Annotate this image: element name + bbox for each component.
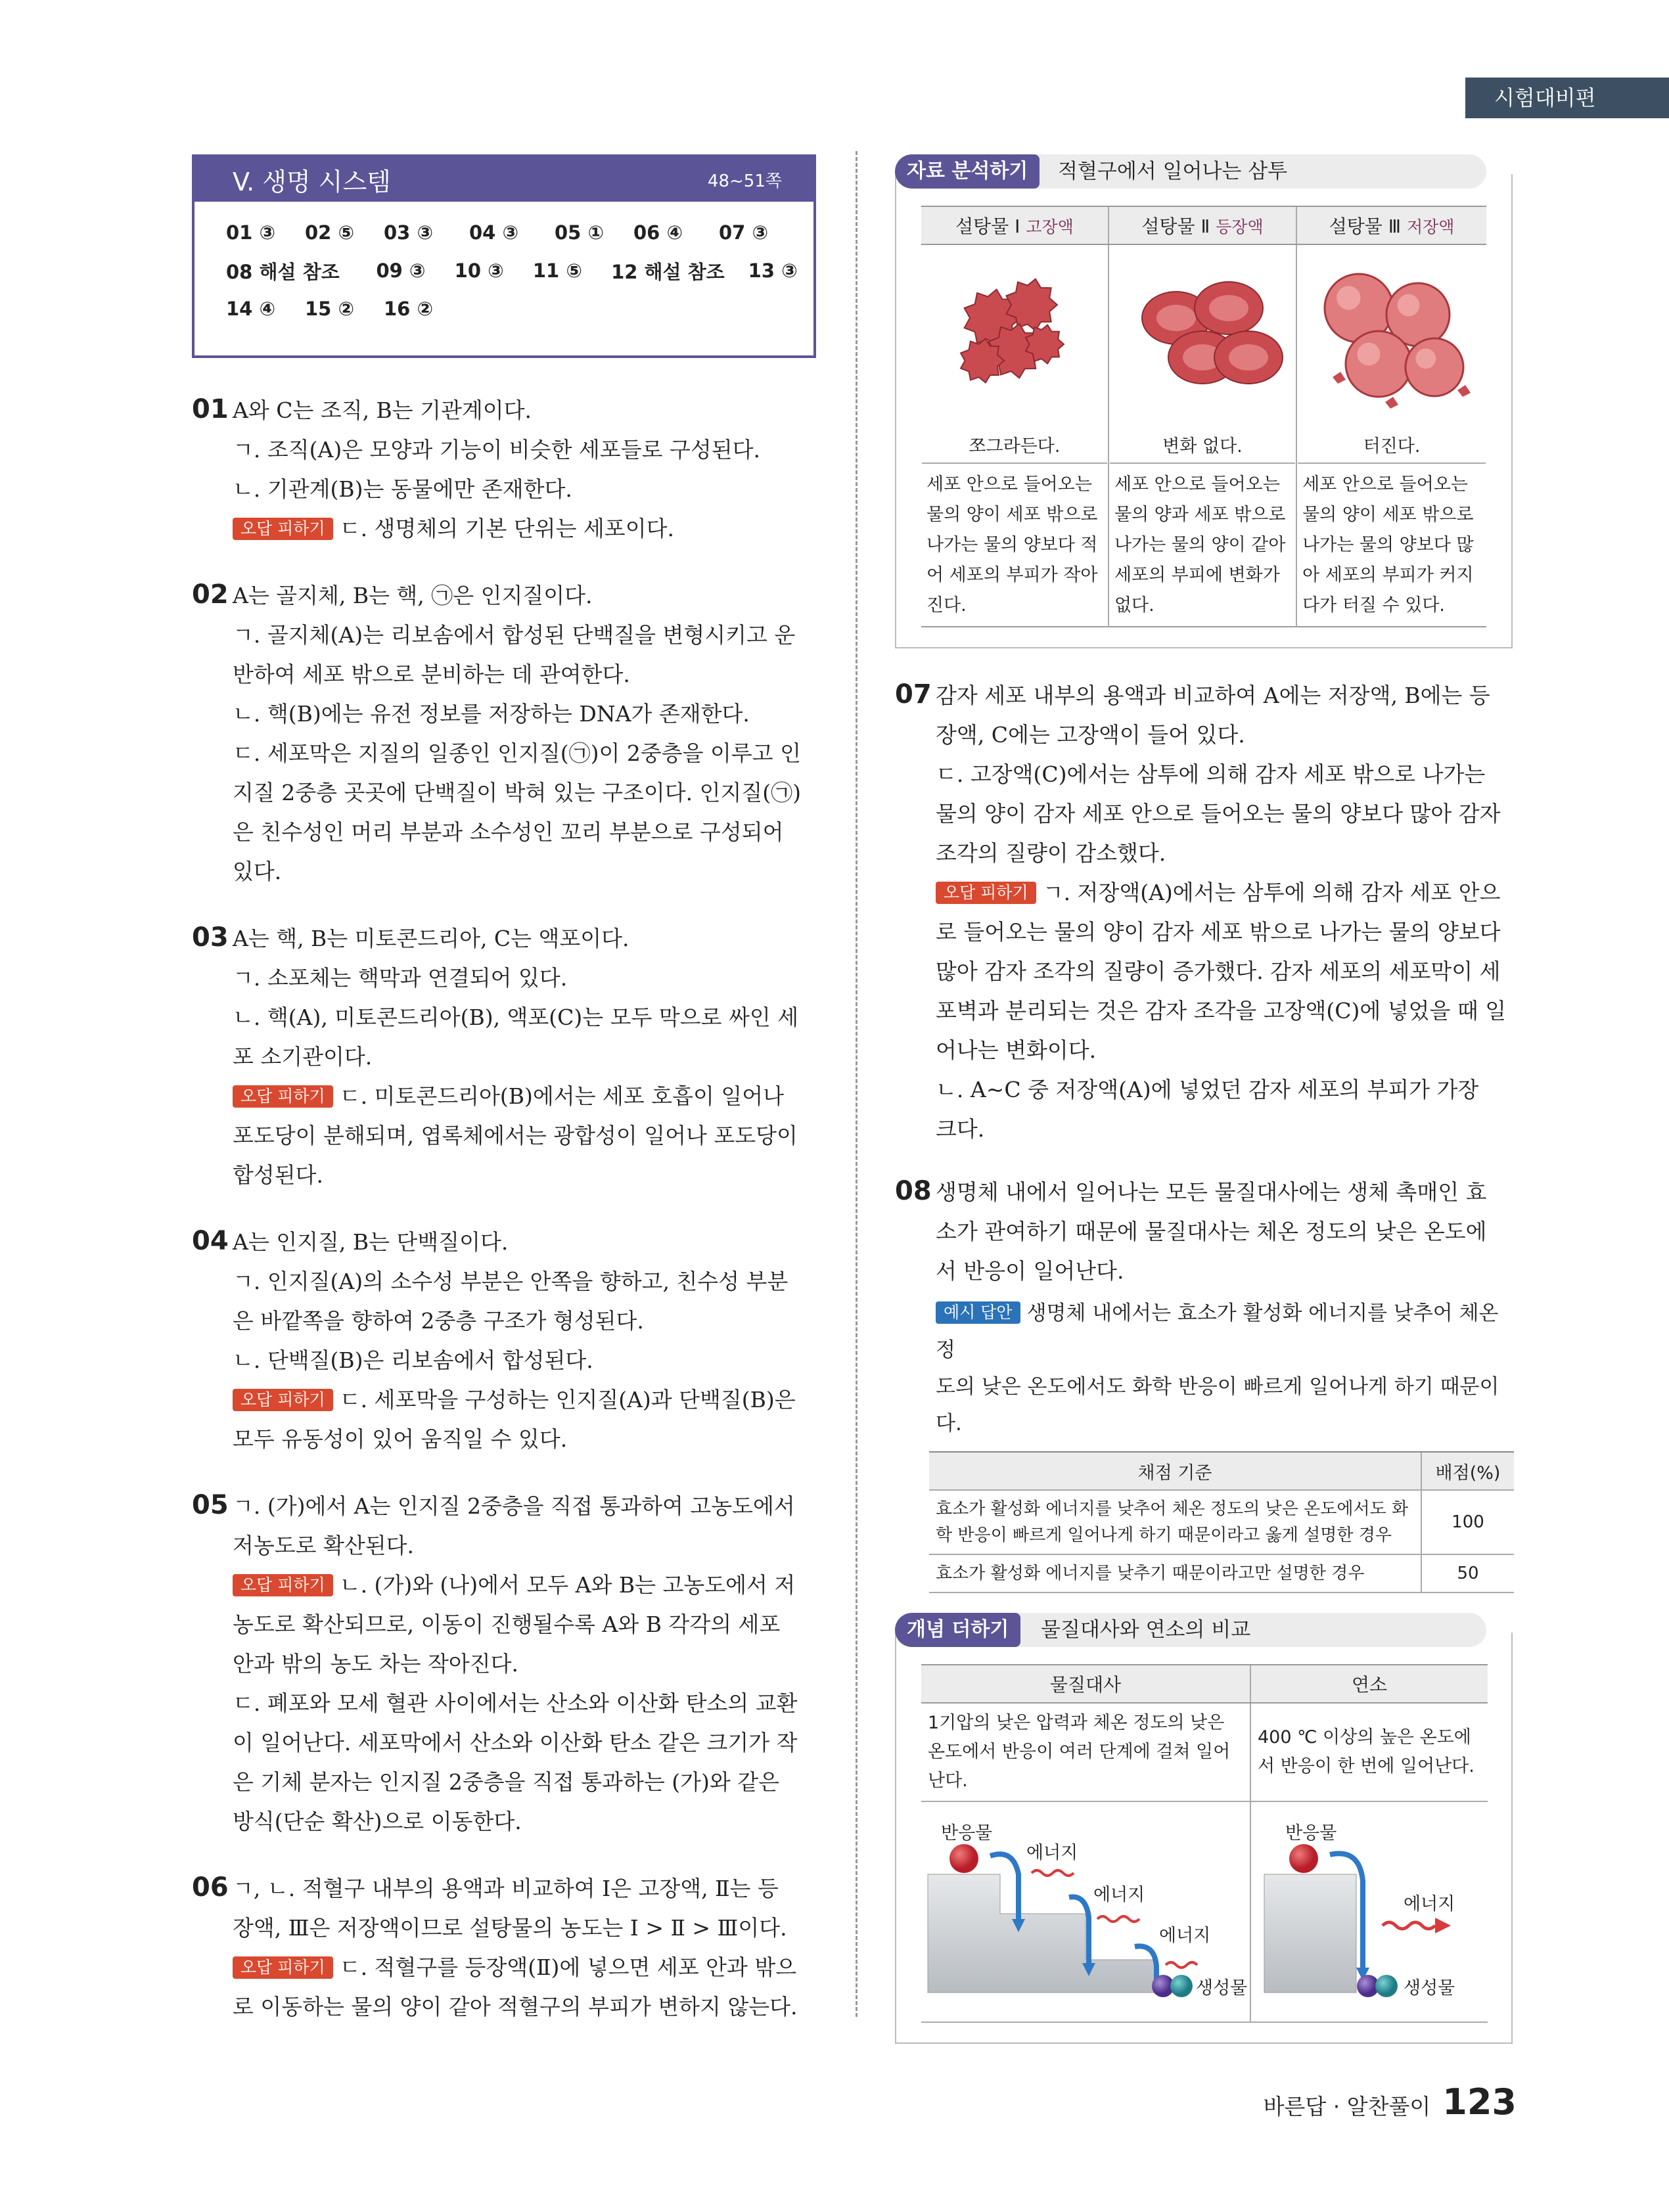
question-number: 05: [192, 1490, 229, 1520]
osmosis-table: [921, 206, 1486, 627]
question-line: [895, 715, 1513, 755]
rubric-score: 100: [1421, 1490, 1514, 1554]
question-text: ㄱ. 골지체(A)는 리보솜에서 합성된 단백질을 변형시키고 운: [233, 622, 796, 648]
question-text: 감자 세포 내부의 용액과 비교하여 A에는 저장액, B에는 등: [936, 683, 1490, 708]
page-footer: [1264, 2081, 1517, 2123]
rbc-highlight: [1415, 348, 1436, 369]
answer-item: 02 ⑤: [305, 221, 355, 244]
solution-type: 저장액: [1406, 217, 1455, 237]
product-label: 생성물: [1196, 1978, 1248, 1998]
question-text: 어나는 변화이다.: [936, 1037, 1097, 1063]
question-text: 로 들어오는 물의 양이 감자 세포 밖으로 나가는 물의 양보다: [936, 919, 1501, 945]
question-text: 소가 관여하기 때문에 물질대사는 체온 정도의 낮은 온도에: [936, 1219, 1487, 1244]
answer-item: 12 해설 참조: [611, 260, 725, 283]
column-head-label: 설탕물 Ⅰ: [955, 215, 1020, 237]
question-text: 반하여 세포 밖으로 분비하는 데 관여한다.: [233, 662, 630, 687]
question-line: [895, 1171, 1513, 1212]
combustion-diagram: [1250, 1801, 1488, 2022]
question-text: 방식(단순 확산)으로 이동한다.: [233, 1809, 522, 1834]
question-04: [192, 1221, 816, 1459]
question-line: [192, 773, 816, 813]
footer-label: 바른답 · 알찬풀이: [1263, 2094, 1431, 2119]
page-number: 123: [1442, 2081, 1517, 2123]
question-line: [895, 1212, 1513, 1252]
question-line: [192, 509, 816, 549]
question-text: 은 바깥쪽을 향하여 2중층 구조가 형성된다.: [233, 1308, 644, 1334]
question-text: 은 기체 분자는 인지질 2중층을 직접 통과하는 (가)와 같은: [233, 1769, 779, 1795]
question-line: [192, 616, 816, 655]
question-line: [192, 1037, 816, 1077]
question-line: [895, 1031, 1513, 1070]
question-text: 포도당이 분해되며, 엽록체에서는 광합성이 일어나 포도당이: [233, 1123, 798, 1148]
question-line: [192, 1684, 816, 1723]
question-text: ㄴ. (가)와 (나)에서 모두 A와 B는 고농도에서 저: [339, 1572, 796, 1598]
concept-header: [895, 1613, 1513, 1652]
rbc-highlight: [1337, 286, 1360, 309]
wrong-answer-badge: 오답 피하기: [233, 1574, 333, 1596]
normal-cells: [1117, 246, 1288, 417]
question-text: 생명체 내에서 일어나는 모든 물질대사에는 생체 촉매인 효: [936, 1179, 1487, 1205]
question-line: [192, 734, 816, 773]
question-text: A는 인지질, B는 단백질이다.: [233, 1229, 509, 1255]
answer-item: 15 ②: [305, 298, 355, 320]
question-text: ㄷ. 폐포와 모세 혈관 사이에서는 산소와 이산화 탄소의 교환: [233, 1690, 798, 1716]
question-text: ㄱ. 인지질(A)의 소수성 부분은 안쪽을 향하고, 친수성 부분: [233, 1269, 789, 1294]
question-text: 포벽과 분리되는 것은 감자 조각을 고장액(C)에 넣었을 때 일: [936, 998, 1507, 1024]
reactant-label: 반응물: [941, 1823, 993, 1843]
cell-image: [921, 244, 1109, 430]
question-line: [192, 1221, 816, 1262]
rubric-score: 50: [1421, 1554, 1514, 1592]
question-text: ㄴ. 핵(A), 미토콘드리아(B), 액포(C)는 모두 막으로 싸인 세: [233, 1004, 799, 1030]
column-head-label: 설탕물 Ⅱ: [1141, 215, 1210, 237]
question-line: [895, 755, 1513, 794]
question-text: ㄱ. 조직(A)은 모양과 기능이 비슷한 세포들로 구성된다.: [233, 437, 760, 463]
wrong-answer-badge: 오답 피하기: [936, 882, 1036, 904]
question-text: 장액, C에는 고장액이 들어 있다.: [936, 722, 1245, 748]
question-number: 04: [192, 1226, 229, 1256]
wrong-answer-badge: 오답 피하기: [233, 1956, 333, 1979]
energy-label: 에너지: [1404, 1894, 1455, 1914]
solution-type: 등장액: [1216, 217, 1264, 237]
question-text: 이 일어난다. 세포막에서 산소와 이산화 탄소 같은 크기가 작: [233, 1730, 798, 1755]
rbc-center: [1229, 344, 1268, 371]
chapter-title: V. 생명 시스템: [233, 167, 391, 196]
concept-frame: [895, 1633, 1513, 2044]
cell-image: [1296, 244, 1486, 430]
table-row: [929, 1554, 1514, 1592]
column-head: [921, 206, 1109, 244]
question-line: [895, 794, 1513, 834]
concept-title: 물질대사와 연소의 비교: [1041, 1618, 1251, 1642]
question-text: 합성된다.: [233, 1162, 324, 1188]
question-text: ㄷ. 적혈구를 등장액(Ⅱ)에 넣으면 세포 안과 밖으: [339, 1954, 797, 1980]
rubric-head-score: 배점(%): [1421, 1452, 1514, 1490]
answer-item: 05 ①: [555, 221, 605, 244]
rubric-criteria: 효소가 활성화 에너지를 낮추어 체온 정도의 낮은 온도에서도 화학 반응이 빠르게 일어나게 하기 때문이라고 옳게 설명한 경우: [929, 1490, 1421, 1554]
column-head: [1109, 206, 1296, 244]
rbc-highlight: [1398, 294, 1420, 317]
answer-item: 11 ⑤: [532, 260, 582, 282]
question-text: 많아 감자 조각의 질량이 증가했다. 감자 세포의 세포막이 세: [936, 959, 1501, 984]
cell-caption: 쪼그라든다.: [922, 431, 1107, 464]
question-line: [192, 998, 816, 1037]
question-line: [895, 834, 1513, 873]
question-text: ㄷ. 세포막은 지질의 일종인 인지질(㉠)이 2중층을 이루고 인: [233, 740, 801, 766]
answer-key-box: [192, 154, 816, 358]
answer-row: [226, 252, 813, 290]
caption-cell: [1296, 430, 1486, 464]
right-column: [895, 154, 1513, 2044]
question-line: [192, 1262, 816, 1301]
question-line: [192, 1723, 816, 1763]
cell-image: [1109, 244, 1296, 430]
question-number: 02: [192, 579, 229, 610]
burst-cells: [1306, 246, 1477, 417]
analysis-title: 적혈구에서 일어나는 삼투: [1058, 160, 1288, 183]
metabolism-diagram: [921, 1801, 1250, 2022]
question-number: 07: [895, 679, 932, 710]
question-line: [192, 1948, 816, 1987]
answer-item: 04 ③: [469, 221, 519, 244]
question-list: [192, 390, 816, 2027]
question-line: [192, 1763, 816, 1802]
question-line: [192, 813, 816, 852]
question-line: [192, 1802, 816, 1841]
section-tab: 시험대비편: [1465, 78, 1669, 118]
question-02: [192, 575, 816, 892]
question-08: [895, 1171, 1513, 1291]
rubric-table: [929, 1451, 1514, 1593]
comparison-table: [921, 1664, 1488, 2023]
question-text: 크다.: [936, 1116, 985, 1142]
answer-item: 14 ④: [226, 298, 276, 320]
question-text: A와 C는 조직, B는 기관계이다.: [233, 397, 532, 423]
question-line: [192, 1485, 816, 1526]
analysis-tag: 자료 분석하기: [895, 154, 1040, 189]
question-line: [192, 1868, 816, 1908]
question-line: [895, 991, 1513, 1031]
question-text: ㄴ. A~C 중 저장액(A)에 넣었던 감자 세포의 부피가 가장: [936, 1077, 1479, 1102]
question-number: 03: [192, 922, 229, 953]
head-metabolism: 물질대사: [921, 1665, 1250, 1703]
reactant-label: 반응물: [1285, 1823, 1337, 1843]
question-line: [895, 1252, 1513, 1291]
question-text: 장액, Ⅲ은 저장액이므로 설탕물의 농도는 Ⅰ > Ⅱ > Ⅲ이다.: [233, 1915, 787, 1941]
question-01: [192, 390, 816, 549]
question-text: 포 소기관이다.: [233, 1044, 373, 1070]
rbc-highlight: [1358, 343, 1381, 366]
cell-caption: 변화 없다.: [1110, 431, 1295, 464]
page-range: 48~51쪽: [707, 171, 782, 191]
wrong-answer-badge: 오답 피하기: [233, 1085, 333, 1108]
question-text: ㄱ. (가)에서 A는 인지질 2중층을 직접 통과하여 고농도에서: [233, 1493, 795, 1519]
question-text: 지질 2중층 곳곳에 단백질이 박혀 있는 구조이다. 인지질(㉠): [233, 780, 801, 805]
answer-item: 16 ②: [384, 298, 434, 320]
question-line: [192, 1077, 816, 1116]
question-line: [895, 913, 1513, 952]
question-line: [895, 873, 1513, 913]
wrong-answer-badge: 오답 피하기: [233, 518, 333, 540]
answer-item: 03 ③: [384, 221, 434, 244]
question-text: ㄱ. 소포체는 핵막과 연결되어 있다.: [233, 965, 568, 991]
question-06: [192, 1868, 816, 2027]
question-line: [192, 1301, 816, 1341]
question-text: 로 이동하는 물의 양이 같아 적혈구의 부피가 변하지 않는다.: [233, 1994, 798, 2020]
rbc-center: [1209, 295, 1248, 321]
question-line: [895, 1110, 1513, 1149]
head-combustion: 연소: [1250, 1665, 1488, 1703]
question-line: [895, 675, 1513, 715]
question-line: [192, 1341, 816, 1380]
question-number: 08: [895, 1176, 932, 1206]
question-text: ㄷ. 고장액(C)에서는 삼투에 의해 감자 세포 밖으로 나가는: [936, 761, 1486, 787]
question-text: ㄷ. 미토콘드리아(B)에서는 세포 호흡이 일어나: [339, 1083, 784, 1109]
rbc-center: [1156, 305, 1196, 331]
answer-item: 08 해설 참조: [226, 260, 340, 283]
question-line: [192, 1605, 816, 1644]
question-text: 저농도로 확산된다.: [233, 1533, 415, 1558]
question-line: [192, 1566, 816, 1605]
question-text: 있다.: [233, 859, 282, 884]
question-05: [192, 1485, 816, 1841]
question-line: [192, 1987, 816, 2027]
analysis-header: [895, 154, 1513, 194]
question-line: [192, 1420, 816, 1459]
answer-row: [226, 214, 813, 252]
answer-item: 07 ③: [719, 221, 769, 244]
answer-row: [226, 290, 813, 328]
question-text: 농도로 확산되므로, 이동이 진행될수록 A와 B 각각의 세포: [233, 1612, 781, 1637]
energy-label: 에너지: [1159, 1926, 1211, 1946]
cell-caption: 터진다.: [1298, 431, 1486, 464]
question-line: [192, 1908, 816, 1948]
cell-description: 세포 안으로 들어오는 물의 양이 세포 밖으로 나가는 물의 양보다 많아 세포의 부피가 커지다가 터질 수 있다.: [1296, 464, 1486, 627]
question-line: [192, 430, 816, 470]
rbc-cell: [1346, 331, 1411, 397]
question-03: [192, 918, 816, 1195]
question-text: 조각의 질량이 감소했다.: [936, 840, 1166, 866]
cell-description: 세포 안으로 들어오는 물의 양이 세포 밖으로 나가는 물의 양보다 적어 세포의 부피가 작아진다.: [926, 474, 1098, 616]
shrunk-cells: [929, 246, 1100, 417]
answer-item: 13 ③: [748, 260, 798, 282]
example-line-1: 생명체 내에서는 효소가 활성화 에너지를 낮추어 체온 정: [936, 1301, 1499, 1362]
energy-label: 에너지: [1026, 1843, 1078, 1863]
answer-key-header: [194, 157, 813, 202]
question-text: 모두 유동성이 있어 움직일 수 있다.: [233, 1426, 568, 1452]
product-label: 생성물: [1404, 1978, 1455, 1998]
question-text: ㄴ. 핵(B)에는 유전 정보를 저장하는 DNA가 존재한다.: [233, 701, 750, 727]
question-line: [192, 852, 816, 892]
rubric-criteria: 효소가 활성화 에너지를 낮추기 때문이라고만 설명한 경우: [929, 1554, 1421, 1592]
concept-tag: 개념 더하기: [895, 1613, 1020, 1647]
analysis-frame: [895, 174, 1513, 648]
question-line: [192, 694, 816, 734]
question-text: ㄱ, ㄴ. 적혈구 내부의 용액과 비교하여 Ⅰ은 고장액, Ⅱ는 등: [233, 1876, 779, 1901]
answer-item: 10 ③: [454, 260, 504, 282]
column-head: [1296, 206, 1486, 244]
question-line: [895, 952, 1513, 991]
question-number: 06: [192, 1872, 229, 1903]
example-answer: [895, 1295, 1513, 1442]
question-text: A는 핵, B는 미토콘드리아, C는 액포이다.: [233, 926, 629, 951]
caption-cell: [1109, 430, 1296, 464]
question-line: [192, 1526, 816, 1566]
question-line: [895, 1070, 1513, 1110]
rbc-fragment: [1457, 385, 1471, 397]
question-line: [192, 390, 816, 430]
wrong-answer-badge: 오답 피하기: [233, 1389, 333, 1411]
question-text: ㄴ. 기관계(B)는 동물에만 존재한다.: [233, 476, 572, 502]
answer-item: 01 ③: [226, 221, 276, 244]
solution-type: 고장액: [1026, 217, 1074, 237]
energy-label: 에너지: [1093, 1885, 1145, 1905]
rbc-fragment: [1333, 372, 1346, 384]
question-line: [192, 959, 816, 998]
question-line: [192, 1116, 816, 1156]
question-text: 물의 양이 감자 세포 안으로 들어오는 물의 양보다 많아 감자: [936, 801, 1501, 826]
answer-rows: [194, 214, 813, 328]
question-07: [895, 675, 1513, 1149]
desc-metabolism: 1기압의 낮은 압력과 체온 정도의 낮은 온도에서 반응이 여러 단계에 걸쳐 일어난다.: [921, 1703, 1250, 1801]
rubric-head-criteria: 채점 기준: [929, 1452, 1421, 1490]
question-text: 안과 밖의 농도 차는 작아진다.: [233, 1651, 518, 1677]
answer-item: 06 ④: [633, 221, 683, 244]
question-number: 01: [192, 394, 229, 424]
question-line: [192, 1380, 816, 1420]
question-line: [192, 575, 816, 616]
caption-cell: [921, 430, 1109, 464]
question-text: A는 골지체, B는 핵, ㉠은 인지질이다.: [233, 583, 593, 608]
question-line: [192, 655, 816, 694]
question-line: [192, 918, 816, 959]
column-head-label: 설탕물 Ⅲ: [1329, 215, 1402, 237]
question-text: 은 친수성인 머리 부분과 소수성인 꼬리 부분으로 구성되어: [233, 819, 784, 845]
example-badge: 예시 답안: [936, 1301, 1020, 1324]
left-column: [192, 154, 816, 2027]
question-line: [192, 470, 816, 509]
question-text: ㄷ. 세포막을 구성하는 인지질(A)과 단백질(B)은: [339, 1387, 796, 1412]
question-line: [192, 1644, 816, 1684]
column-divider: [856, 151, 857, 2017]
rbc-fragment: [1385, 397, 1398, 409]
question-text: 서 반응이 일어난다.: [936, 1258, 1124, 1284]
question-text: ㄷ. 생명체의 기본 단위는 세포이다.: [339, 516, 674, 541]
rbc-cell: [1406, 338, 1463, 396]
example-line-2: 도의 낮은 온도에서도 화학 반응이 빠르게 일어나게 하기 때문이다.: [936, 1375, 1499, 1435]
cell-description: 세포 안으로 들어오는 물의 양과 세포 밖으로 나가는 물의 양이 같아 세포의 부피에 변화가 없다.: [1109, 464, 1296, 627]
question-line: [192, 1156, 816, 1195]
desc-combustion: 400 ℃ 이상의 높은 온도에서 반응이 한 번에 일어난다.: [1250, 1703, 1488, 1801]
answer-item: 09 ③: [376, 260, 426, 282]
question-text: ㄴ. 단백질(B)은 리보솜에서 합성된다.: [233, 1347, 593, 1373]
table-row: [929, 1490, 1514, 1554]
question-text: ㄱ. 저장액(A)에서는 삼투에 의해 감자 세포 안으: [1042, 880, 1501, 905]
